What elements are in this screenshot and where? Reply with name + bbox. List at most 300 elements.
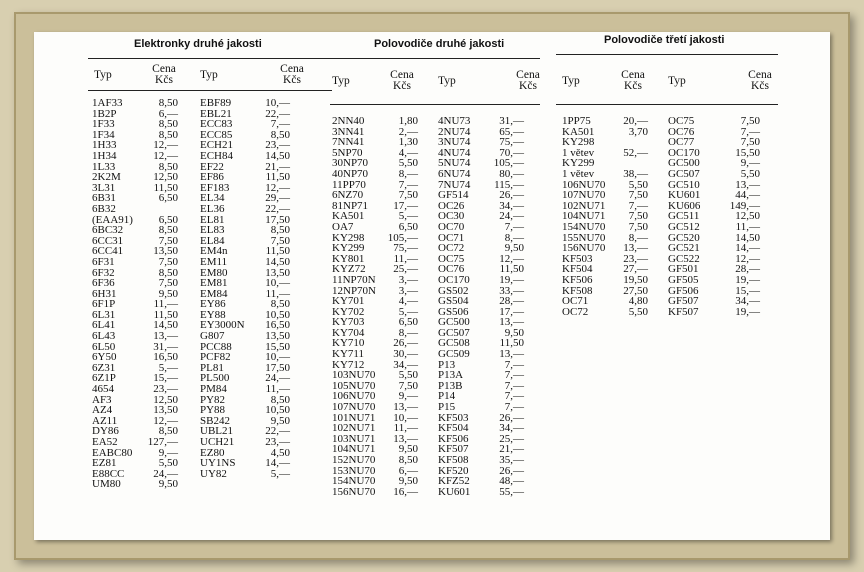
type-cell: GS502 — [438, 284, 469, 297]
price-cell: 7,50 — [158, 277, 178, 290]
price-cell: 23,— — [265, 139, 290, 152]
type-cell: 6B32 — [92, 202, 116, 215]
price-cell: 23,— — [153, 383, 178, 396]
price-cell: 7,50 — [740, 115, 760, 127]
price-cell: 4,50 — [270, 446, 290, 459]
table-row — [92, 257, 192, 268]
price-cell: 28,— — [735, 263, 760, 276]
table-row — [92, 479, 192, 490]
col-header-cena: Cena Kčs — [152, 63, 176, 86]
type-cell: 12NP70N — [332, 284, 377, 297]
type-cell: AF3 — [92, 393, 112, 406]
price-cell: 11,50 — [153, 308, 178, 321]
price-cell: 28,— — [499, 295, 524, 308]
col-header-typ: Typ — [94, 69, 112, 81]
price-cell: 14,— — [265, 457, 290, 470]
type-cell: 6Y50 — [92, 351, 117, 364]
type-cell: 155NU70 — [562, 231, 606, 244]
price-cell: 13,— — [499, 316, 524, 329]
type-cell: PY82 — [200, 393, 226, 406]
section-title: Elektronky druhé jakosti — [134, 38, 262, 50]
price-cell: 10,— — [265, 97, 290, 109]
price-cell: 7,50 — [740, 136, 760, 149]
price-cell: 8,— — [398, 167, 418, 180]
price-cell: 8,— — [628, 231, 648, 244]
price-cell: 8,50 — [270, 298, 290, 311]
table-row — [200, 469, 310, 480]
price-cell: 8,— — [504, 231, 524, 244]
price-cell: 11,50 — [153, 181, 178, 194]
type-cell: OA7 — [332, 220, 354, 233]
type-cell: 6F32 — [92, 266, 115, 279]
type-cell: EZ80 — [200, 446, 225, 459]
type-cell: GF505 — [668, 273, 699, 286]
col-header-typ: Typ — [438, 75, 456, 87]
price-cell: 7,50 — [398, 189, 418, 202]
type-cell: EF22 — [200, 160, 224, 173]
price-cell: 11,— — [735, 220, 760, 233]
type-cell: GC512 — [668, 220, 700, 233]
price-cell: 13,— — [153, 330, 178, 343]
price-cell: 23,— — [623, 252, 648, 265]
type-cell: KY701 — [332, 295, 365, 308]
price-cell: 8,50 — [270, 128, 290, 141]
col-header-cena: Cena Kčs — [280, 63, 304, 86]
type-cell: GF507 — [668, 295, 699, 308]
price-cell: 10,— — [265, 277, 290, 290]
table-row — [562, 307, 664, 318]
table-row — [332, 455, 434, 466]
price-cell: 7,50 — [270, 234, 290, 247]
type-cell: GS504 — [438, 295, 469, 308]
type-cell: GC521 — [668, 242, 700, 255]
type-cell: ECC85 — [200, 128, 233, 141]
price-cell: 5,50 — [628, 305, 648, 318]
price-cell: 4,80 — [628, 295, 648, 308]
type-cell: 156NU70 — [332, 485, 376, 498]
type-cell: P13B — [438, 379, 463, 392]
price-cell: 24,— — [153, 467, 178, 480]
price-cell: 12,— — [735, 252, 760, 265]
price-cell: 14,— — [735, 242, 760, 255]
type-cell: GC500 — [438, 316, 470, 329]
type-cell: OC170 — [668, 146, 700, 159]
price-cell: 11,50 — [265, 171, 290, 184]
price-cell: 5,— — [158, 361, 178, 374]
type-cell: 153NU70 — [332, 464, 376, 477]
table-row — [438, 116, 542, 127]
table-row — [438, 455, 542, 466]
type-cell: GC507 — [438, 326, 470, 339]
type-cell: EL81 — [200, 213, 225, 226]
header-rule — [88, 90, 332, 91]
price-cell: 10,— — [265, 351, 290, 364]
table-row — [92, 151, 192, 162]
type-cell: OC71 — [562, 295, 589, 308]
type-cell: UY1NS — [200, 457, 236, 470]
type-cell: 6H31 — [92, 287, 117, 300]
price-cell: 9,— — [740, 157, 760, 170]
type-cell: 1L33 — [92, 160, 116, 173]
type-cell: EF183 — [200, 181, 230, 194]
table-row — [92, 437, 192, 448]
table-row — [438, 275, 542, 286]
price-cell: 19,— — [735, 273, 760, 286]
type-cell: 104NU71 — [332, 443, 376, 456]
document-page — [34, 32, 830, 540]
type-cell: UBL21 — [200, 425, 233, 438]
price-cell: 17,— — [499, 305, 524, 318]
price-cell: 21,— — [499, 443, 524, 456]
type-cell: 7NU74 — [438, 178, 471, 191]
price-cell: 8,50 — [270, 393, 290, 406]
type-cell: 4NU73 — [438, 115, 471, 127]
type-cell: 3NU74 — [438, 136, 471, 149]
type-cell: EABC80 — [92, 446, 133, 459]
type-cell: 103NU71 — [332, 432, 376, 445]
price-cell: 55,— — [499, 485, 524, 498]
price-cell: 9,— — [398, 390, 418, 403]
table-row — [668, 116, 776, 127]
type-cell: 102NU71 — [562, 199, 606, 212]
header-rule — [330, 104, 540, 105]
type-cell: 6L43 — [92, 330, 116, 343]
type-cell: GF501 — [668, 263, 699, 276]
price-cell: 8,— — [398, 326, 418, 339]
type-cell: 6F36 — [92, 277, 115, 290]
type-cell: 6CC41 — [92, 245, 124, 258]
price-cell: 34,— — [499, 199, 524, 212]
type-cell: GC520 — [668, 231, 700, 244]
type-cell: 30NP70 — [332, 157, 369, 170]
price-cell: 9,50 — [158, 287, 178, 300]
price-cell: 25,— — [393, 263, 418, 276]
type-cell: 103NU70 — [332, 369, 376, 382]
type-cell: KYZ72 — [332, 263, 366, 276]
price-cell: 30,— — [393, 348, 418, 361]
type-cell: OC170 — [438, 273, 470, 286]
price-cell: 2,— — [398, 125, 418, 138]
type-cell: EM81 — [200, 277, 228, 290]
price-cell: 8,50 — [270, 224, 290, 237]
price-cell: 7,50 — [628, 189, 648, 202]
type-cell: 3L31 — [92, 181, 116, 194]
type-cell: 11NP70N — [332, 273, 376, 286]
price-cell: 6,50 — [398, 316, 418, 329]
price-cell: 34,— — [735, 295, 760, 308]
type-cell: KF503 — [438, 411, 469, 424]
price-cell: 7,— — [504, 358, 524, 371]
type-cell: EM80 — [200, 266, 228, 279]
type-cell: 102NU71 — [332, 422, 376, 435]
price-cell: 7,— — [628, 199, 648, 212]
type-cell: 154NU70 — [332, 475, 376, 488]
type-cell: KF520 — [438, 464, 469, 477]
price-cell: 16,50 — [153, 351, 178, 364]
type-cell: EBL21 — [200, 107, 232, 120]
type-cell: 7NN41 — [332, 136, 365, 149]
type-cell: 6Z31 — [92, 361, 116, 374]
type-cell: GC507 — [668, 167, 700, 180]
price-list-column — [92, 98, 192, 490]
price-cell: 75,— — [499, 136, 524, 149]
section-rule — [88, 58, 332, 59]
type-cell: KA501 — [332, 210, 365, 223]
type-cell: KY801 — [332, 252, 365, 265]
type-cell: 1AF33 — [92, 97, 123, 109]
section-rule — [330, 58, 540, 59]
price-cell: 12,— — [153, 139, 178, 152]
type-cell: EY88 — [200, 308, 226, 321]
price-cell: 1,30 — [398, 136, 418, 149]
price-cell: 19,— — [735, 305, 760, 318]
type-cell: 6F31 — [92, 255, 115, 268]
type-cell: 107NU70 — [562, 189, 606, 202]
type-cell: DY86 — [92, 425, 119, 438]
type-cell: OC26 — [438, 199, 465, 212]
col-header-typ: Typ — [668, 75, 686, 87]
type-cell: PL500 — [200, 372, 230, 385]
table-row — [92, 98, 192, 109]
price-cell: 16,— — [393, 485, 418, 498]
col-header-cena: Cena Kčs — [621, 69, 645, 92]
price-cell: 7,— — [504, 390, 524, 403]
type-cell: EL36 — [200, 202, 225, 215]
price-cell: 20,— — [623, 115, 648, 127]
price-cell: 31,— — [153, 340, 178, 353]
type-cell: 6F1P — [92, 298, 116, 311]
type-cell: PL81 — [200, 361, 224, 374]
price-cell: 3,— — [398, 284, 418, 297]
type-cell: OC71 — [438, 231, 465, 244]
price-cell: 11,— — [153, 298, 178, 311]
price-cell: 10,50 — [265, 308, 290, 321]
type-cell: OC75 — [438, 252, 465, 265]
price-cell: 11,— — [393, 252, 418, 265]
type-cell: G807 — [200, 330, 225, 343]
price-cell: 12,— — [153, 149, 178, 162]
col-header-cena: Cena Kčs — [748, 69, 772, 92]
type-cell: UCH21 — [200, 436, 235, 448]
price-cell: 12,50 — [735, 210, 760, 223]
type-cell: GF506 — [668, 284, 699, 297]
type-cell: OC75 — [668, 115, 695, 127]
price-cell: 149,— — [729, 199, 760, 212]
type-cell: 6Z1P — [92, 372, 116, 385]
price-cell: 8,50 — [158, 425, 178, 438]
price-cell: 44,— — [735, 189, 760, 202]
price-cell: 9,50 — [398, 475, 418, 488]
type-cell: 2K2M — [92, 171, 121, 184]
price-cell: 15,50 — [735, 146, 760, 159]
price-cell: 13,— — [393, 432, 418, 445]
price-cell: 27,— — [623, 263, 648, 276]
type-cell: 107NU70 — [332, 401, 376, 414]
type-cell: KA501 — [562, 125, 595, 138]
table-row — [200, 437, 310, 448]
type-cell: KF507 — [668, 305, 699, 318]
type-cell: KFZ52 — [438, 475, 470, 488]
price-cell: 11,50 — [265, 245, 290, 258]
price-cell: 15,— — [153, 372, 178, 385]
table-row — [200, 204, 310, 215]
type-cell: 5NU74 — [438, 157, 471, 170]
table-row — [562, 275, 664, 286]
price-cell: 12,— — [153, 414, 178, 427]
price-cell: 6,— — [158, 107, 178, 120]
price-cell: 6,50 — [158, 192, 178, 205]
price-cell: 26,— — [393, 337, 418, 350]
price-cell: 6,50 — [398, 220, 418, 233]
col-header-cena: Cena Kčs — [390, 69, 414, 92]
price-cell: 80,— — [499, 167, 524, 180]
type-cell: 2NU74 — [438, 125, 471, 138]
type-cell: GF514 — [438, 189, 469, 202]
type-cell: UM80 — [92, 478, 121, 491]
price-cell: 17,50 — [265, 361, 290, 374]
price-cell: 9,— — [158, 446, 178, 459]
type-cell: OC77 — [668, 136, 695, 149]
type-cell: GC511 — [668, 210, 700, 223]
type-cell: 6BC32 — [92, 224, 124, 237]
table-row — [200, 98, 310, 109]
type-cell: EY86 — [200, 298, 226, 311]
type-cell: 106NU70 — [332, 390, 376, 403]
type-cell: 3NN41 — [332, 125, 365, 138]
price-cell: 75,— — [393, 242, 418, 255]
price-cell: 105,— — [493, 157, 524, 170]
price-cell: 8,50 — [158, 128, 178, 141]
type-cell: P14 — [438, 390, 456, 403]
type-cell: KU606 — [668, 199, 701, 212]
section-title: Polovodiče druhé jakosti — [374, 38, 505, 50]
price-cell: 6,50 — [158, 213, 178, 226]
type-cell: AZ11 — [92, 414, 118, 427]
table-row — [562, 222, 664, 233]
price-cell: 24,— — [499, 210, 524, 223]
type-cell: 1F34 — [92, 128, 115, 141]
price-cell: 11,50 — [499, 337, 524, 350]
type-cell: 106NU70 — [562, 178, 606, 191]
price-cell: 8,50 — [398, 454, 418, 466]
header-rule — [556, 104, 778, 105]
price-cell: 13,— — [393, 401, 418, 414]
type-cell: GC500 — [668, 157, 700, 170]
type-cell: 6B31 — [92, 192, 116, 205]
type-cell: OC70 — [438, 220, 465, 233]
table-row — [200, 257, 310, 268]
price-cell: 9,50 — [270, 414, 290, 427]
type-cell: ECH84 — [200, 149, 233, 162]
table-row — [668, 275, 776, 286]
table-row — [668, 169, 776, 180]
price-cell: 10,— — [393, 411, 418, 424]
type-cell: KY711 — [332, 348, 364, 361]
type-cell: KY298 — [562, 136, 595, 149]
type-cell: 152NU70 — [332, 454, 376, 466]
type-cell: KU601 — [438, 485, 471, 498]
price-cell: 21,— — [265, 160, 290, 173]
table-row — [332, 116, 434, 127]
type-cell: PCF82 — [200, 351, 231, 364]
price-cell: 8,50 — [158, 160, 178, 173]
type-cell: KF506 — [562, 273, 593, 286]
type-cell: 1B2P — [92, 107, 117, 120]
type-cell: 6CC31 — [92, 234, 124, 247]
price-cell: 7,— — [504, 220, 524, 233]
type-cell: EZ81 — [92, 457, 117, 470]
type-cell: EM11 — [200, 255, 228, 268]
price-cell: 31,— — [499, 115, 524, 127]
price-cell: 9,50 — [158, 478, 178, 491]
type-cell: 6NZ70 — [332, 189, 364, 202]
table-row — [668, 222, 776, 233]
price-cell: 5,50 — [398, 369, 418, 382]
type-cell: 104NU71 — [562, 210, 606, 223]
price-cell: 5,50 — [740, 167, 760, 180]
price-cell: 9,50 — [504, 242, 524, 255]
price-cell: 27,50 — [623, 284, 648, 297]
type-cell: GC508 — [438, 337, 470, 350]
price-cell: 15,50 — [265, 340, 290, 353]
type-cell: OC72 — [438, 242, 465, 255]
price-list-column — [668, 116, 776, 317]
type-cell: PY88 — [200, 404, 226, 417]
type-cell: 154NU70 — [562, 220, 606, 233]
price-cell: 23,— — [265, 436, 290, 448]
price-cell: 11,— — [265, 383, 290, 396]
price-cell: 13,50 — [153, 245, 178, 258]
price-cell: 5,— — [270, 467, 290, 480]
type-cell: KY299 — [562, 157, 595, 170]
price-cell: 13,— — [735, 178, 760, 191]
col-header-cena: Cena Kčs — [516, 69, 540, 92]
price-cell: 14,50 — [265, 255, 290, 268]
price-cell: 11,— — [265, 287, 290, 300]
type-cell: 4NU74 — [438, 146, 471, 159]
type-cell: 1F33 — [92, 118, 115, 131]
type-cell: GC522 — [668, 252, 700, 265]
type-cell: P13 — [438, 358, 456, 371]
price-cell: 14,50 — [153, 319, 178, 332]
price-cell: 16,50 — [265, 319, 290, 332]
price-cell: 7,— — [504, 401, 524, 414]
type-cell: GC509 — [438, 348, 470, 361]
price-cell: 7,50 — [628, 220, 648, 233]
type-cell: UY82 — [200, 467, 227, 480]
price-cell: 13,50 — [153, 404, 178, 417]
type-cell: (EAA91) — [92, 213, 133, 226]
price-cell: 12,— — [265, 181, 290, 194]
table-row — [332, 487, 434, 498]
price-cell: 5,— — [398, 305, 418, 318]
price-cell: 3,— — [398, 273, 418, 286]
price-cell: 9,50 — [504, 326, 524, 339]
table-row — [562, 169, 664, 180]
type-cell: KF504 — [562, 263, 593, 276]
price-cell: 9,50 — [398, 443, 418, 456]
price-cell: 12,— — [499, 252, 524, 265]
type-cell: KY299 — [332, 242, 365, 255]
type-cell: PM84 — [200, 383, 227, 396]
price-cell: 34,— — [499, 422, 524, 435]
price-cell: 5,50 — [628, 178, 648, 191]
price-cell: 14,50 — [265, 149, 290, 162]
price-cell: 17,— — [393, 199, 418, 212]
price-cell: 127,— — [147, 436, 178, 448]
type-cell: E88CC — [92, 467, 125, 480]
table-row — [438, 487, 542, 498]
